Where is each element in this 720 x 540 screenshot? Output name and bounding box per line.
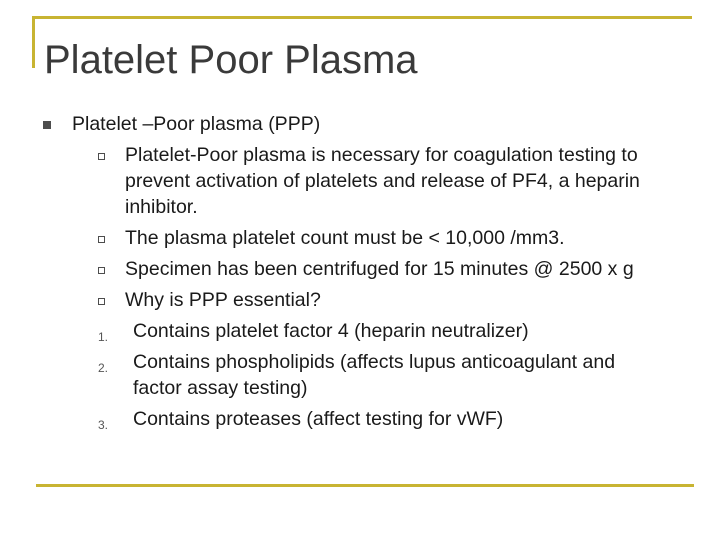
- sub-bullet-line: prevent activation of platelets and release of PF4, a heparin: [125, 170, 640, 192]
- bullet-text: Platelet –Poor plasma (PPP): [72, 113, 321, 135]
- numbered-line: Contains phospholipids (affects lupus anticoagulant and: [133, 351, 616, 373]
- item-number: 1.: [98, 330, 109, 344]
- numbered-line: factor assay testing): [133, 377, 308, 399]
- hollow-square-bullet-icon: [98, 153, 105, 160]
- item-number: 2.: [98, 361, 109, 375]
- sub-bullet-line: Specimen has been centrifuged for 15 minutes @ 2500 x g: [125, 258, 634, 280]
- hollow-square-bullet-icon: [98, 267, 105, 274]
- numbered-line: Contains platelet factor 4 (heparin neutralizer): [133, 320, 529, 342]
- numbered-line: Contains proteases (affect testing for vWF): [133, 408, 504, 430]
- sub-bullet-line: The plasma platelet count must be < 10,000 /mm3.: [125, 227, 565, 249]
- hollow-square-bullet-icon: [98, 236, 105, 243]
- slide-title: Platelet Poor Plasma: [44, 38, 418, 82]
- sub-bullet-line: Why is PPP essential?: [125, 289, 321, 311]
- left-accent-line: [32, 16, 35, 68]
- sub-bullet-line: inhibitor.: [125, 196, 198, 218]
- sub-bullet-line: Platelet-Poor plasma is necessary for coagulation testing to: [125, 144, 638, 166]
- bottom-accent-line: [36, 484, 694, 487]
- hollow-square-bullet-icon: [98, 298, 105, 305]
- item-number: 3.: [98, 418, 109, 432]
- square-bullet-icon: [43, 121, 51, 129]
- top-accent-line: [32, 16, 692, 19]
